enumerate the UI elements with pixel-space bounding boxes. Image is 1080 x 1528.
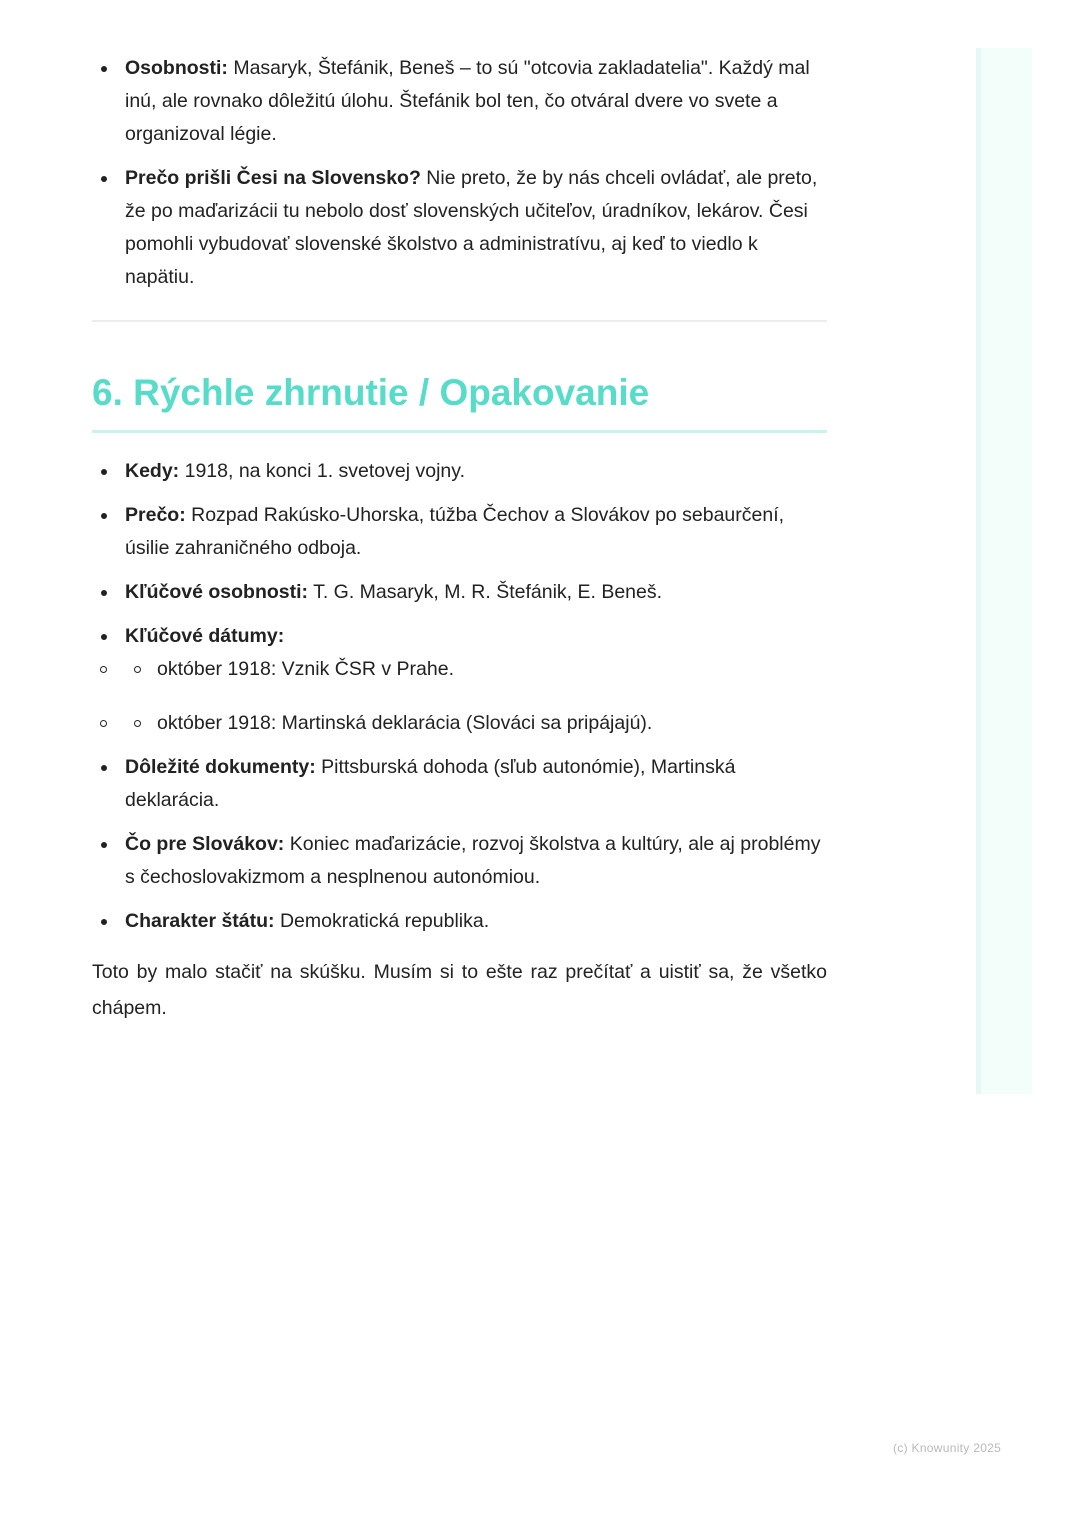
hollow-bullet-icon xyxy=(134,666,141,673)
summary-state xyxy=(92,905,827,938)
date-item xyxy=(92,707,827,740)
copyright-footer: (c) Knowunity 2025 xyxy=(893,1441,1002,1455)
summary-why xyxy=(92,499,827,565)
summary-dates xyxy=(92,620,827,740)
summary-people xyxy=(92,576,827,609)
item-label: Kedy: xyxy=(125,460,180,482)
item-label: Prečo prišli Česi na Slovensko? xyxy=(125,167,421,189)
closing-paragraph: Toto by malo stačiť na skúšku. Musím si to ešte raz prečítať a uistiť sa, že všetko chápem. xyxy=(92,961,827,1019)
item-text: Masaryk, Štefánik, Beneš – to sú "otcovia zakladatelia". Každý mal inú, ale rovnako dôležitú úlohu. Štefánik bol ten, čo otváral dvere vo svete a organizoval légie. xyxy=(125,57,810,145)
list-item xyxy=(92,162,827,294)
list-item xyxy=(92,52,827,151)
top-bullet-list xyxy=(92,52,827,294)
item-label: Čo pre Slovákov: xyxy=(125,833,285,855)
section-heading: 6. Rýchle zhrnutie / Opakovanie xyxy=(92,370,827,433)
item-label: Charakter štátu: xyxy=(125,910,275,932)
dates-sublist xyxy=(125,653,827,740)
side-decoration-line xyxy=(976,48,981,1094)
section-divider xyxy=(92,320,827,322)
hollow-bullet-icon xyxy=(100,666,107,673)
item-label: Prečo: xyxy=(125,504,186,526)
summary-for-slovaks xyxy=(92,828,827,894)
date-item xyxy=(92,653,827,686)
summary-when xyxy=(92,455,827,488)
date-text: október 1918: Martinská deklarácia (Slováci sa pripájajú). xyxy=(157,712,653,734)
document-content xyxy=(92,52,827,1026)
item-label: Kľúčové dátumy: xyxy=(125,625,285,647)
hollow-bullet-icon xyxy=(134,720,141,727)
item-text: 1918, na konci 1. svetovej vojny. xyxy=(179,460,465,482)
summary-list xyxy=(92,455,827,938)
item-text: T. G. Masaryk, M. R. Štefánik, E. Beneš. xyxy=(308,581,663,603)
item-label: Dôležité dokumenty: xyxy=(125,756,316,778)
item-label: Kľúčové osobnosti: xyxy=(125,581,309,603)
hollow-bullet-icon xyxy=(100,720,107,727)
side-decoration xyxy=(976,48,1032,1094)
item-label: Osobnosti: xyxy=(125,57,228,79)
item-text: Nie preto, že by nás chceli ovládať, ale preto, že po maďarizácii tu nebolo dosť slovenských učiteľov, úradníkov, lekárov. Česi pomohli vybudovať slovenské školstvo a administratívu, aj keď to viedlo k napätiu. xyxy=(125,167,818,288)
item-text: Demokratická republika. xyxy=(274,910,490,932)
item-text: Pittsburská dohoda (sľub autonómie), Martinská deklarácia. xyxy=(125,756,736,811)
item-text: Rozpad Rakúsko-Uhorska, túžba Čechov a Slovákov po sebaurčení, úsilie zahraničného odboja. xyxy=(125,504,785,559)
item-text: Koniec maďarizácie, rozvoj školstva a kultúry, ale aj problémy s čechoslovakizmom a nesplnenou autonómiou. xyxy=(125,833,821,888)
summary-documents xyxy=(92,751,827,817)
date-text: október 1918: Vznik ČSR v Prahe. xyxy=(157,658,454,680)
